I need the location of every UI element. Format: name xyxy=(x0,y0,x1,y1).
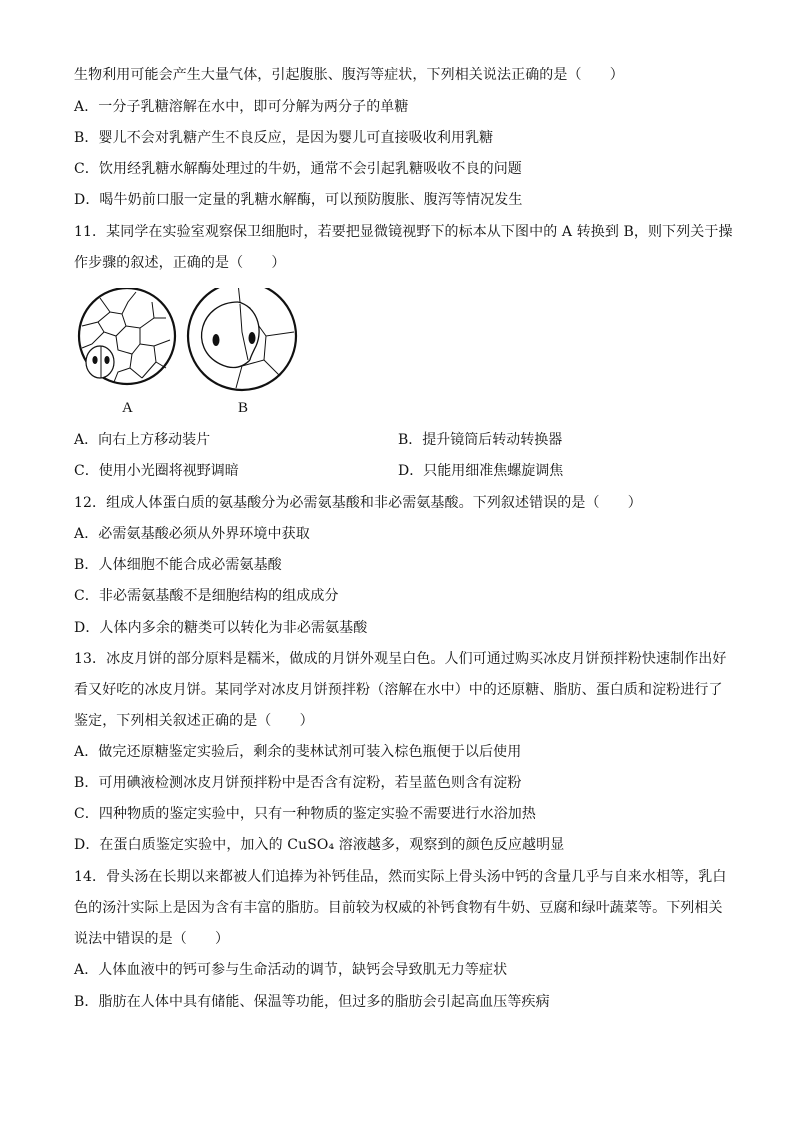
q10-option-b: B．婴儿不会对乳糖产生不良反应，是因为婴儿可直接吸收利用乳糖 xyxy=(74,130,494,146)
q13-option-c: C．四种物质的鉴定实验中，只有一种物质的鉴定实验不需要进行水浴加热 xyxy=(74,806,537,822)
q10-option-c: C．饮用经乳糖水解酶处理过的牛奶，通常不会引起乳糖吸收不良的问题 xyxy=(74,161,522,177)
q12-option-b: B．人体细胞不能合成必需氨基酸 xyxy=(74,557,282,573)
q11-stem-line2: 作步骤的叙述，正确的是（ ） xyxy=(74,255,286,271)
q13-option-b: B．可用碘液检测冰皮月饼预拌粉中是否含有淀粉，若呈蓝色则含有淀粉 xyxy=(74,775,522,791)
q14-stem-line1: 14．骨头汤在长期以来都被人们追捧为补钙佳品，然而实际上骨头汤中钙的含量几乎与自来水相等，乳白 xyxy=(74,869,727,885)
q12-option-a: A．必需氨基酸必须从外界环境中获取 xyxy=(74,526,310,542)
q14-stem-line2: 色的汤汁实际上是因为含有丰富的脂肪。目前较为权威的补钙食物有牛奶、豆腐和绿叶蔬菜等。下列相关 xyxy=(74,900,723,916)
q11-stem-line1: 11．某同学在实验室观察保卫细胞时，若要把显微镜视野下的标本从下图中的 A 转换到 B，则下列关于操 xyxy=(74,224,733,240)
q10-option-d: D．喝牛奶前口服一定量的乳糖水解酶，可以预防腹胀、腹泻等情况发生 xyxy=(74,192,523,208)
q13-option-a: A．做完还原糖鉴定实验后，剩余的斐林试剂可装入棕色瓶便于以后使用 xyxy=(74,744,522,760)
microscope-fields-svg xyxy=(70,288,300,420)
q13-stem-line3: 鉴定，下列相关叙述正确的是（ ） xyxy=(74,713,314,729)
q12-stem: 12．组成人体蛋白质的氨基酸分为必需氨基酸和非必需氨基酸。下列叙述错误的是（ ） xyxy=(74,495,642,511)
q13-option-d: D．在蛋白质鉴定实验中，加入的 CuSO₄ 溶液越多，观察到的颜色反应越明显 xyxy=(74,837,565,853)
field-a xyxy=(79,288,175,384)
field-b xyxy=(188,288,296,390)
field-b-label: B xyxy=(238,400,249,416)
q10-option-a: A．一分子乳糖溶解在水中，即可分解为两分子的单糖 xyxy=(74,99,409,115)
q12-option-d: D．人体内多余的糖类可以转化为非必需氨基酸 xyxy=(74,620,368,636)
q11-option-c: C．使用小光圈将视野调暗 xyxy=(74,463,239,479)
q11-option-b: B．提升镜筒后转动转换器 xyxy=(398,432,563,448)
q13-stem-line2: 看又好吃的冰皮月饼。某同学对冰皮月饼预拌粉（溶解在水中）中的还原糖、脂肪、蛋白质和淀粉进行了 xyxy=(74,682,723,698)
q11-option-d: D．只能用细准焦螺旋调焦 xyxy=(398,463,564,479)
q11-option-a: A．向右上方移动装片 xyxy=(74,432,211,448)
q14-stem-line3: 说法中错误的是（ ） xyxy=(74,931,230,947)
q14-option-a: A．人体血液中的钙可参与生命活动的调节，缺钙会导致肌无力等症状 xyxy=(74,962,508,978)
field-a-label: A xyxy=(122,400,133,416)
microscope-field-figure xyxy=(70,288,300,420)
q14-option-b: B．脂肪在人体中具有储能、保温等功能，但过多的脂肪会引起高血压等疾病 xyxy=(74,994,550,1010)
q10-stem: 生物利用可能会产生大量气体，引起腹胀、腹泻等症状，下列相关说法正确的是（ ） xyxy=(74,67,624,83)
q12-option-c: C．非必需氨基酸不是细胞结构的组成成分 xyxy=(74,588,339,604)
q13-stem-line1: 13．冰皮月饼的部分原料是糯米，做成的月饼外观呈白色。人们可通过购买冰皮月饼预拌粉快速制作出好 xyxy=(74,651,727,667)
